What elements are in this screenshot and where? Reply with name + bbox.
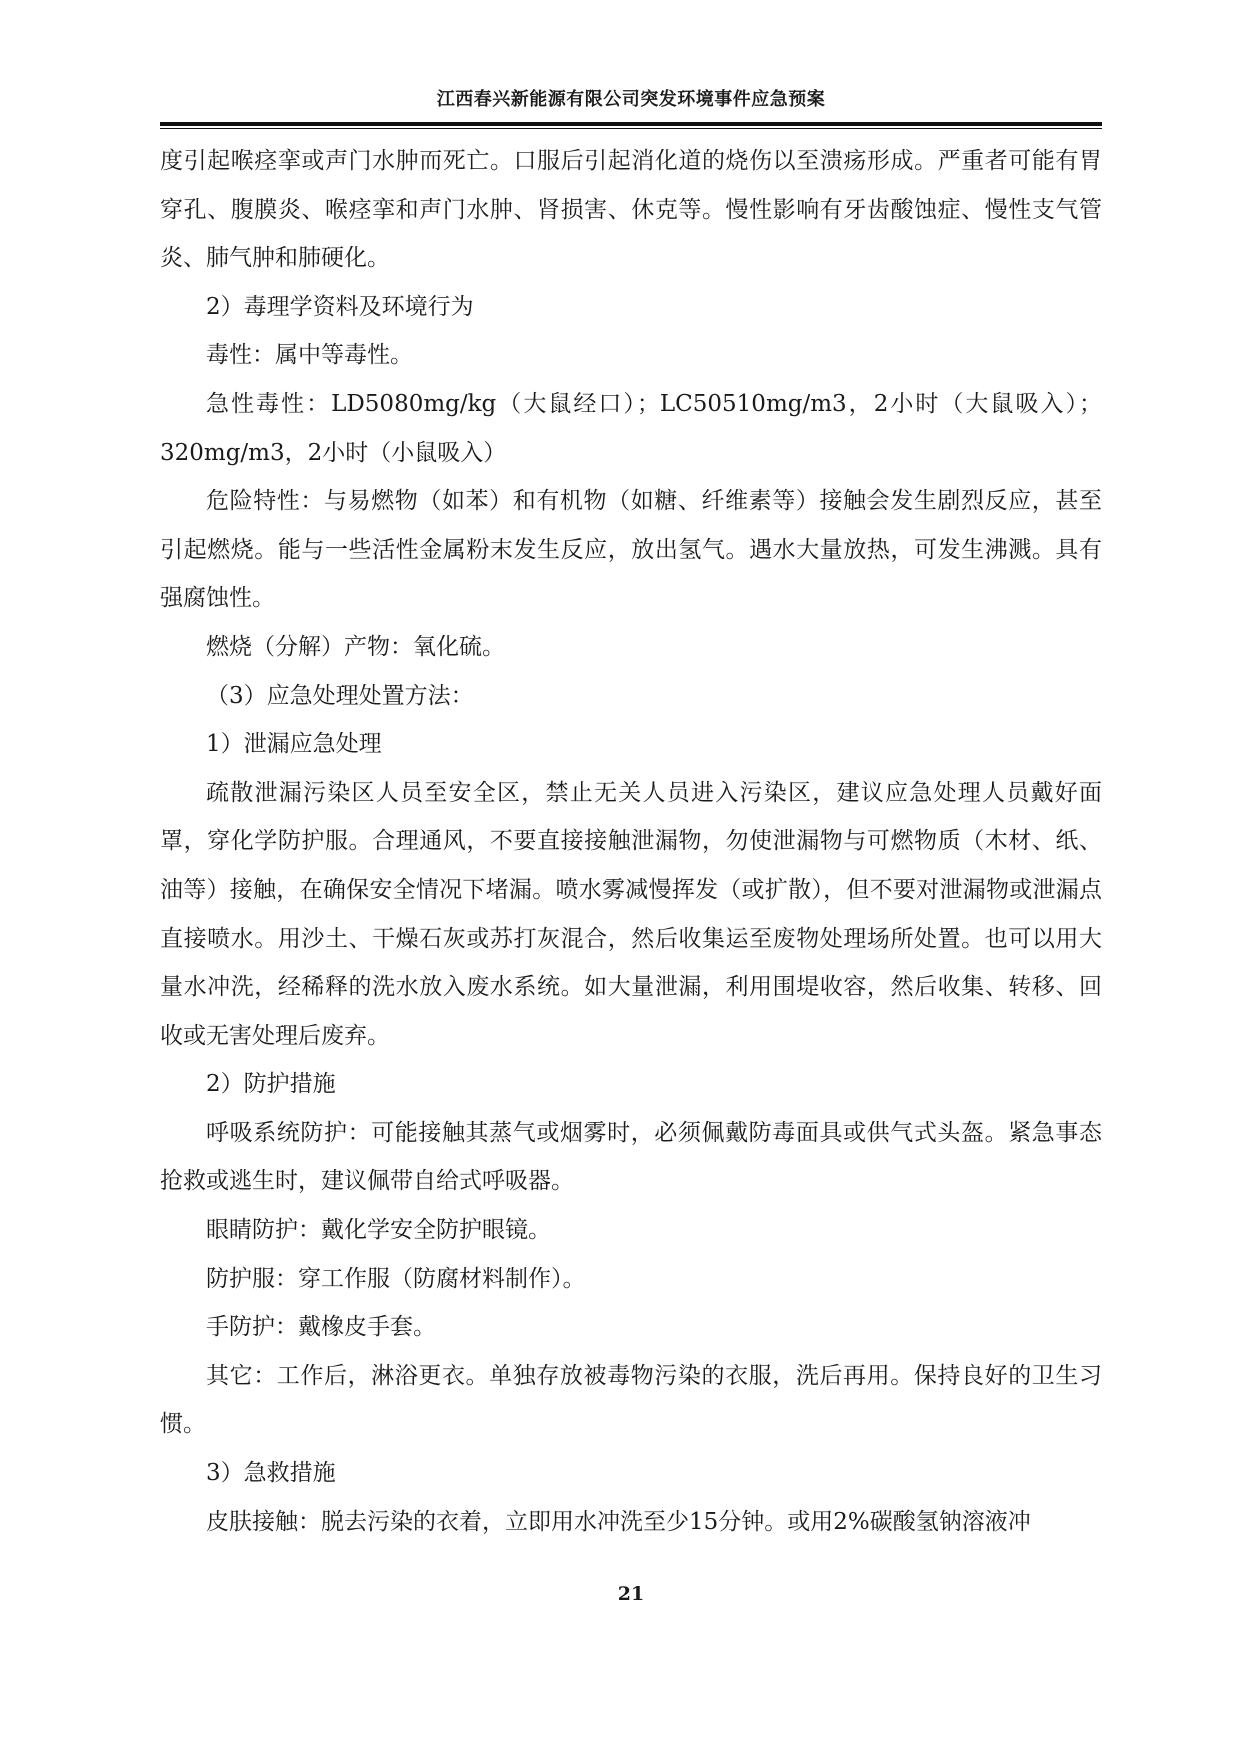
paragraph: 危险特性：与易燃物（如苯）和有机物（如糖、纤维素等）接触会发生剧烈反应，甚至引起燃烧。能与一些活性金属粉末发生反应，放出氢气。遇水大量放热，可发生沸溅。具有强腐蚀性。 (160, 488, 1102, 612)
section-heading: 2）防护措施 (206, 1071, 336, 1098)
section-heading: 3）急救措施 (206, 1460, 336, 1487)
header-rule-thick (160, 122, 1102, 126)
header-rule-thin (160, 128, 1102, 129)
paragraph: 眼睛防护：戴化学安全防护眼镜。 (206, 1217, 551, 1244)
paragraph: 急性毒性：LD5080mg/kg（大鼠经口）；LC50510mg/m3，2小时（大鼠吸入）；320mg/m3，2小时（小鼠吸入） (160, 390, 1102, 466)
section-heading: 1）泄漏应急处理 (206, 731, 382, 758)
paragraph: 呼吸系统防护：可能接触其蒸气或烟雾时，必须佩戴防毒面具或供气式头盔。紧急事态抢救或逃生时，建议佩带自给式呼吸器。 (160, 1119, 1102, 1195)
paragraph: 防护服：穿工作服（防腐材料制作）。 (206, 1265, 586, 1292)
section-heading: （3）应急处理处置方法： (206, 682, 474, 709)
paragraph: 度引起喉痉挛或声门水肿而死亡。口服后引起消化道的烧伤以至溃疡形成。严重者可能有胃穿孔、腹膜炎、喉痉挛和声门水肿、肾损害、休克等。慢性影响有牙齿酸蚀症、慢性支气管炎、肺气肿和肺硬化。 (160, 148, 1102, 272)
paragraph: 毒性：属中等毒性。 (206, 342, 413, 369)
paragraph: 疏散泄漏污染区人员至安全区，禁止无关人员进入污染区，建议应急处理人员戴好面罩，穿化学防护服。合理通风，不要直接接触泄漏物，勿使泄漏物与可燃物质（木材、纸、油等）接触，在确保安全情况下堵漏。喷水雾减慢挥发（或扩散），但不要对泄漏物或泄漏点直接喷水。用沙土、干燥石灰或苏打灰混合，然后收集运至废物处理场所处置。也可以用大量水冲洗，经稀释的洗水放入废水系统。如大量泄漏，利用围堤收容，然后收集、转移、回收或无害处理后废弃。 (160, 779, 1102, 1049)
paragraph: 皮肤接触：脱去污染的衣着，立即用水冲洗至少15分钟。或用2%碳酸氢钠溶液冲 (206, 1508, 1031, 1535)
paragraph: 其它：工作后，淋浴更衣。单独存放被毒物污染的衣服，洗后再用。保持良好的卫生习惯。 (160, 1362, 1102, 1438)
page-header-title: 江西春兴新能源有限公司突发环境事件应急预案 (436, 89, 826, 110)
section-heading: 2）毒理学资料及环境行为 (206, 293, 474, 320)
document-body (160, 137, 1102, 1546)
paragraph: 手防护：戴橡皮手套。 (206, 1314, 436, 1341)
page-number: 21 (617, 1583, 645, 1605)
paragraph: 燃烧（分解）产物：氧化硫。 (206, 633, 505, 660)
